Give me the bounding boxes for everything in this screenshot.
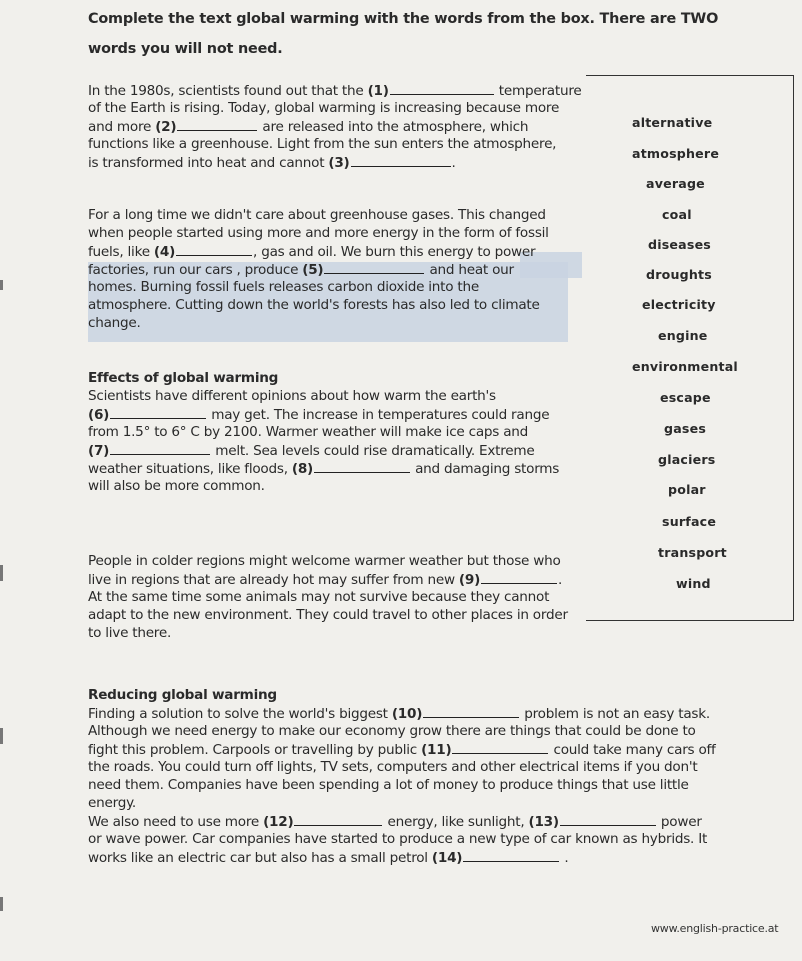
para2-line-5: homes. Burning fossil fuels releases carbon dioxide into the (88, 279, 479, 295)
blank-8[interactable] (314, 460, 410, 473)
reducing-line-3: fight this problem. Carpools or travelling by public (11) could take many cars off (88, 742, 716, 758)
word-box-item: engine (658, 328, 708, 343)
para4-line-3: At the same time some animals may not survive because they cannot (88, 589, 550, 605)
instruction-line-2: words you will not need. (88, 41, 283, 57)
word-box-item: surface (662, 514, 717, 529)
scan-edge-mark (0, 897, 3, 911)
blank-9[interactable] (481, 571, 557, 584)
effects-line-6: will also be more common. (88, 478, 265, 494)
para4-line-5: to live there. (88, 625, 172, 641)
para2-line-3: fuels, like (4) , gas and oil. We burn this energy to power (88, 244, 536, 260)
reducing-line-9: works like an electric car but also has a small petrol (14) . (88, 850, 569, 866)
para1-line-1: In the 1980s, scientists found out that the (1) temperature (88, 83, 582, 99)
para2-line-1: For a long time we didn't care about greenhouse gases. This changed (88, 207, 546, 223)
blank-7[interactable] (110, 442, 210, 455)
para4-line-4: adapt to the new environment. They could travel to other places in order (88, 607, 568, 623)
blank-3[interactable] (351, 154, 451, 167)
para2-line-6: atmosphere. Cutting down the world's forests has also led to climate (88, 297, 540, 313)
word-box-item: escape (660, 390, 711, 405)
para2-line-2: when people started using more and more energy in the form of fossil (88, 225, 549, 241)
para2-line-4: factories, run our cars , produce (5) and heat our (88, 262, 514, 278)
reducing-heading: Reducing global warming (88, 687, 277, 703)
blank-1[interactable] (390, 82, 494, 95)
para4-line-1: People in colder regions might welcome warmer weather but those who (88, 553, 561, 569)
word-box-item: glaciers (658, 452, 716, 467)
reducing-line-8: or wave power. Car companies have started to produce a new type of car known as hybrids. It (88, 831, 708, 847)
reducing-line-4: the roads. You could turn off lights, TV sets, computers and other electrical items if you don't (88, 759, 698, 775)
instruction-line-1: Complete the text global warming with the words from the box. There are TWO (88, 11, 719, 27)
footer-url: www.english-practice.at (651, 922, 779, 935)
blank-5[interactable] (324, 261, 424, 274)
blank-6[interactable] (110, 406, 206, 419)
reducing-line-5: need them. Companies have been spending a lot of money to produce things that use little (88, 777, 689, 793)
effects-line-1: Scientists have different opinions about how warm the earth's (88, 388, 496, 404)
para1-line-2: of the Earth is rising. Today, global warming is increasing because more (88, 100, 560, 116)
reducing-line-2: Although we need energy to make our economy grow there are things that could be done to (88, 723, 696, 739)
blank-11[interactable] (452, 741, 548, 754)
word-box-item: wind (676, 576, 711, 591)
para1-line-3: and more (2) are released into the atmosphere, which (88, 119, 529, 135)
word-box-item: polar (668, 482, 706, 497)
effects-line-5: weather situations, like floods, (8) and damaging storms (88, 461, 560, 477)
blank-13[interactable] (560, 813, 656, 826)
word-box-item: coal (662, 207, 692, 222)
para2-line-7: change. (88, 315, 141, 331)
para4-line-2: live in regions that are already hot may suffer from new (9) . (88, 572, 563, 588)
word-box-item: average (646, 176, 705, 191)
effects-line-2: (6) may get. The increase in temperatures could range (88, 407, 550, 423)
blank-12[interactable] (294, 813, 382, 826)
word-box-item: alternative (632, 115, 713, 130)
scan-edge-mark (0, 728, 3, 744)
blank-2[interactable] (177, 118, 257, 131)
para1-line-4: functions like a greenhouse. Light from the sun enters the atmosphere, (88, 136, 557, 152)
para1-line-5: is transformed into heat and cannot (3) . (88, 155, 456, 171)
word-box-item: electricity (642, 297, 716, 312)
word-box-item: atmosphere (632, 146, 720, 161)
reducing-line-6: energy. (88, 795, 136, 811)
effects-heading: Effects of global warming (88, 370, 279, 386)
word-box-item: droughts (646, 267, 712, 282)
reducing-line-7: We also need to use more (12) energy, like sunlight, (13) power (88, 814, 702, 830)
reducing-line-1: Finding a solution to solve the world's biggest (10) problem is not an easy task. (88, 706, 710, 722)
word-box-item: environmental (632, 359, 738, 374)
effects-line-4: (7) melt. Sea levels could rise dramatically. Extreme (88, 443, 535, 459)
scan-edge-mark (0, 280, 3, 290)
blank-4[interactable] (176, 243, 252, 256)
word-box-item: diseases (648, 237, 712, 252)
word-box-item: transport (658, 545, 727, 560)
blank-14[interactable] (463, 849, 559, 862)
effects-line-3: from 1.5° to 6° C by 2100. Warmer weather will make ice caps and (88, 424, 529, 440)
blank-10[interactable] (423, 705, 519, 718)
word-box (586, 75, 794, 621)
scan-edge-mark (0, 565, 3, 581)
word-box-item: gases (664, 421, 707, 436)
